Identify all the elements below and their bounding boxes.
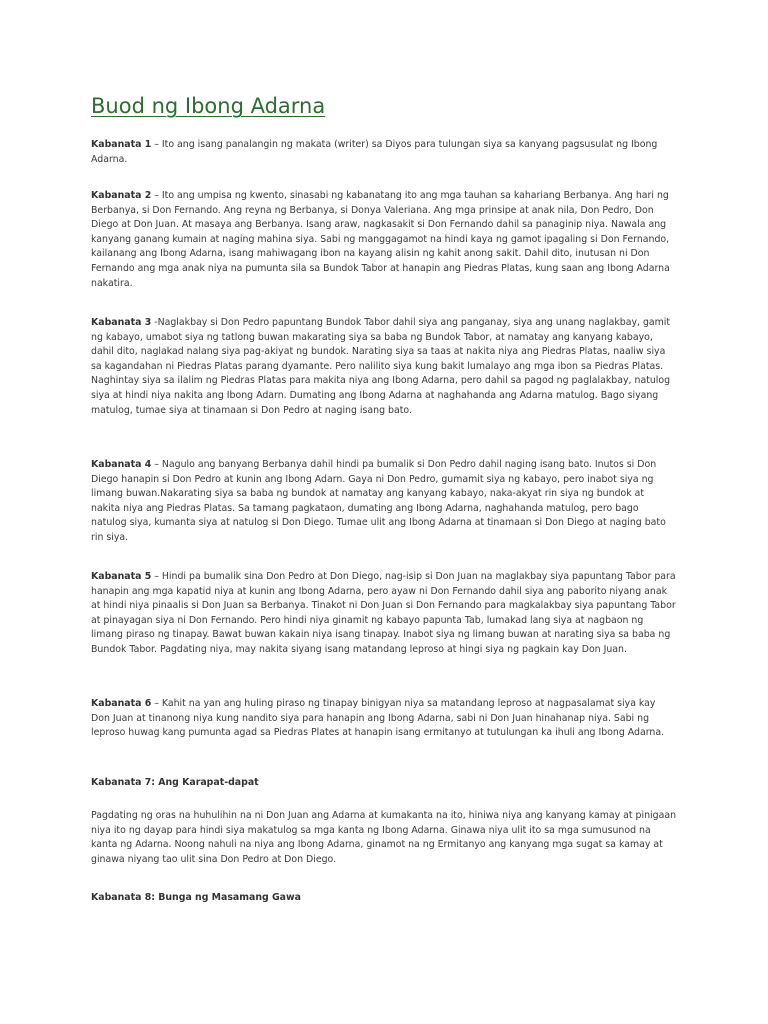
chapter-7-heading: Kabanata 7: Ang Karapat-dapat — [91, 777, 259, 788]
chapter-1-text: – Ito ang isang panalangin ng makata (writer) sa Diyos para tulungan siya sa kanyang pagsusulat ng Ibong Adarna. — [91, 139, 658, 165]
chapter-3-paragraph — [91, 316, 676, 418]
chapter-6-text: – Kahit na yan ang huling piraso ng tinapay binigyan niya sa matandang leproso at nagpasalamat siya kay Don Juan at tinanong niya kung nandito siya para hanapin ang Ibong Adarna, sabi ni Don Juan hinahanap niya. Sabi ng leproso huwag kang pumunta agad sa Piedras Plates at hanapin isang ermitanyo at tutulungan ka ihuli ang Ibong Adarna. — [91, 698, 665, 739]
chapter-4-label: Kabanata 4 — [91, 459, 152, 470]
chapter-3-text: -Naglakbay si Don Pedro papuntang Bundok Tabor dahil siya ang panganay, siya ang unang naglakbay, gamit ng kabayo, umabot siya ng tatlong buwan makarating siya sa baba ng Bundok Tabor, at namatay ang kanyang kabayo, dahil dito, naglakad nalang siya pag-akiyat ng bundok. Narating siya sa taas at nakita niya ang Piedras Platas, naaliw siya sa kagandahan ni Piedras Platas parang dyamante. Pero nalilito siya kung bakit lumalayo ang mga ibon sa Piedras Platas. Naghintay siya sa ilalim ng Piedras Platas para makita niya ang Ibong Adarna, pero dahil sa pagod ng paglalakbay, natulog siya at hindi niya nakita ang Ibong Adarn. Dumating ang Ibong Adarna at naghahanda ang Adarna matulog. Bago siyang matulog, tumae siya at tinamaan si Don Pedro at naging isang bato. — [91, 317, 671, 416]
chapter-3-label: Kabanata 3 — [91, 317, 152, 328]
chapter-1-label: Kabanata 1 — [91, 139, 152, 150]
chapter-5-text: – Hindi pa bumalik sina Don Pedro at Don Diego, nag-isip si Don Juan na maglakbay siya papuntang Tabor para hanapin ang mga kapatid niya at kunin ang Ibong Adarna, pero ayaw ni Don Fernando dahil siya ang paborito niyang anak at hindi niya pinaalis si Don Juan sa Berbanya. Tinakot ni Don Juan si Don Fernando para magkalakbay siya papuntang Tabor at pinayagan siya ni Don Fernando. Pero hindi niya ginamit ng kabayo papunta Tab, lumakad lang siya at nagbaon ng limang piraso ng tinapay. Bawat buwan kakain niya isang tinapay. Inabot siya ng limang buwan at narating siya sa baba ng Bundok Tabor. Pagdating niya, may nakita siyang isang matandang leproso at hingi siya ng pagkain kay Don Juan. — [91, 571, 676, 655]
document-title: Buod ng Ibong Adarna — [91, 94, 326, 118]
chapter-4-text: – Nagulo ang banyang Berbanya dahil hindi pa bumalik si Don Pedro dahil naging isang bato. Inutos si Don Diego hanapin si Don Pedro at kunin ang Ibong Adarn. Gaya ni Don Pedro, gumamit siya ng kabayo, pero inabot siya ng limang buwan.Nakarating siya sa baba ng bundok at namatay ang kanyang kabayo, naka-akyat rin siya ng bundok at nakita niya ang Piedras Platas. Sa tamang pagkataon, dumating ang Ibong Adarna, naghahanda matulog, pero bago natulog siya, kumanta siya at natulog si Don Diego. Tumae ulit ang Ibong Adarna at tinamaan si Don Diego at naging bato rin siya. — [91, 459, 666, 543]
chapter-5-label: Kabanata 5 — [91, 571, 152, 582]
chapter-2-label: Kabanata 2 — [91, 190, 152, 201]
chapter-2-text: – Ito ang umpisa ng kwento, sinasabi ng kabanatang ito ang mga tauhan sa kahariang Berbanya. Ang hari ng Berbanya, si Don Fernando. Ang reyna ng Berbanya, si Donya Valeriana. Ang mga prinsipe at anak nila, Don Pedro, Don Diego at Don Juan. At masaya ang Berbanya. Isang araw, nagkasakit si Don Fernando dahil sa panaginip niya. Nawala ang kanyang ganang kumain at naging mahina siya. Sabi ng manggagamot na hindi kaya ng gamot ipagaling si Don Fernando, kailanang ang Ibong Adarna, isang mahiwagang ibon na kayang alisin ng kahit anong sakit. Dahil dito, inutusan ni Don Fernando ang mga anak niya na pumunta sila sa Bundok Tabor at hanapin ang Piedras Platas, kung saan ang Ibong Adarna nakatira. — [91, 190, 670, 289]
chapter-1-paragraph — [91, 138, 676, 167]
chapter-8-heading: Kabanata 8: Bunga ng Masamang Gawa — [91, 892, 301, 903]
chapter-4-paragraph — [91, 458, 676, 546]
chapter-5-paragraph — [91, 570, 676, 658]
chapter-2-paragraph — [91, 189, 676, 291]
chapter-7-paragraph: Pagdating ng oras na huhulihin na ni Don Juan ang Adarna at kumakanta na ito, hiniwa niya ang kanyang kamay at pinigaan niya ito ng dayap para hindi siya makatulog sa mga kanta ng Ibong Adarna. Ginawa niya ulit ito sa mga sumusunod na kanta ng Adarna. Noong nahuli na niya ang Ibong Adarna, ginamot na ng Ermitanyo ang kanyang mga sugat sa kamay at ginawa niyang tao ulit sina Don Pedro at Don Diego. — [91, 810, 677, 865]
chapter-6-label: Kabanata 6 — [91, 698, 152, 709]
chapter-6-paragraph — [91, 697, 676, 741]
